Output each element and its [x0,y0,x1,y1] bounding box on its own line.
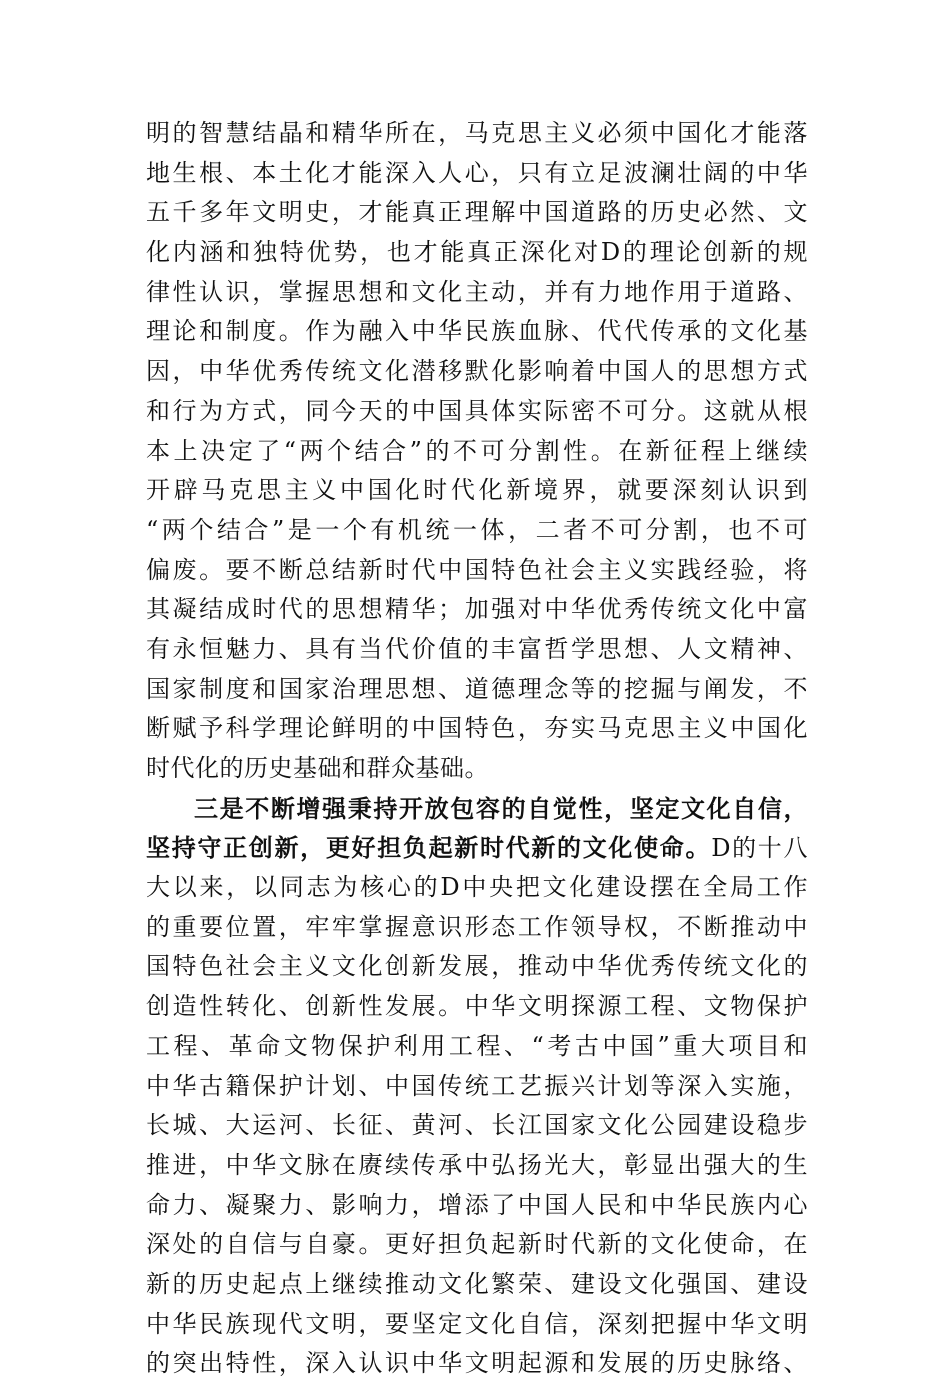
text-line: 长城、大运河、长征、黄河、长江国家文化公园建设稳步 [146,1111,808,1140]
text-line: 中华古籍保护计划、中国传统工艺振兴计划等深入实施， [146,1071,808,1100]
text-line: “两个结合”是一个有机统一体，二者不可分割，也不可 [146,515,808,544]
text-line: 地生根、本土化才能深入人心，只有立足波澜壮阔的中华 [146,158,808,187]
text-line: 国特色社会主义文化创新发展，推动中华优秀传统文化的 [146,952,808,981]
text-line: 因，中华优秀传统文化潜移默化影响着中国人的思想方式 [146,357,808,386]
text-line: 开辟马克思主义中国化时代化新境界，就要深刻认识到 [146,476,808,505]
section-heading-bold: 坚持守正创新，更好担负起新时代新的文化使命。 [146,833,712,863]
text-line: 国家制度和国家治理思想、道德理念等的挖掘与阐发，不 [146,674,808,703]
text-line: 深处的自信与自豪。更好担负起新时代新的文化使命，在 [146,1230,808,1259]
text-line: 的突出特性，深入认识中华文明起源和发展的历史脉络、 [146,1349,808,1378]
text-line: 新的历史起点上继续推动文化繁荣、建设文化强国、建设 [146,1269,808,1298]
section-heading-continuation [146,828,808,868]
text-line: 本上决定了“两个结合”的不可分割性。在新征程上继续 [146,436,808,465]
text-line: 有永恒魅力、具有当代价值的丰富哲学思想、人文精神、 [146,634,808,663]
text-line: 偏废。要不断总结新时代中国特色社会主义实践经验，将 [146,555,808,584]
text-line: 明的智慧结晶和精华所在，马克思主义必须中国化才能落 [146,119,808,147]
text-line: 中华民族现代文明，要坚定文化自信，深刻把握中华文明 [146,1309,808,1338]
text-line: 断赋予科学理论鲜明的中国特色，夯实马克思主义中国化 [146,714,808,743]
text-line: 的重要位置，牢牢掌握意识形态工作领导权，不断推动中 [146,912,808,941]
text-line: 时代化的历史基础和群众基础。 [146,754,489,782]
text-line: 化内涵和独特优势，也才能真正深化对D的理论创新的规 [146,238,808,267]
text-line: 工程、革命文物保护利用工程、“考古中国”重大项目和 [146,1031,808,1060]
text-line: 推进，中华文脉在赓续传承中弘扬光大，彰显出强大的生 [146,1150,808,1179]
text-line: 其凝结成时代的思想精华；加强对中华优秀传统文化中富 [146,595,808,624]
text-line: 创造性转化、创新性发展。中华文明探源工程、文物保护 [146,992,808,1021]
section-heading: 三是不断增强秉持开放包容的自觉性，坚定文化自信， [194,793,808,823]
body-text [146,114,808,1384]
text-line: 大以来，以同志为核心的D中央把文化建设摆在全局工作 [146,873,808,902]
text-fragment: D的十八 [711,834,808,863]
text-line: 理论和制度。作为融入中华民族血脉、代代传承的文化基 [146,317,808,346]
text-line: 和行为方式，同今天的中国具体实际密不可分。这就从根 [146,396,808,425]
text-line: 律性认识，掌握思想和文化主动，并有力地作用于道路、 [146,277,808,306]
text-line: 命力、凝聚力、影响力，增添了中国人民和中华民族内心 [146,1190,808,1219]
text-line: 五千多年文明史，才能真正理解中国道路的历史必然、文 [146,198,808,227]
